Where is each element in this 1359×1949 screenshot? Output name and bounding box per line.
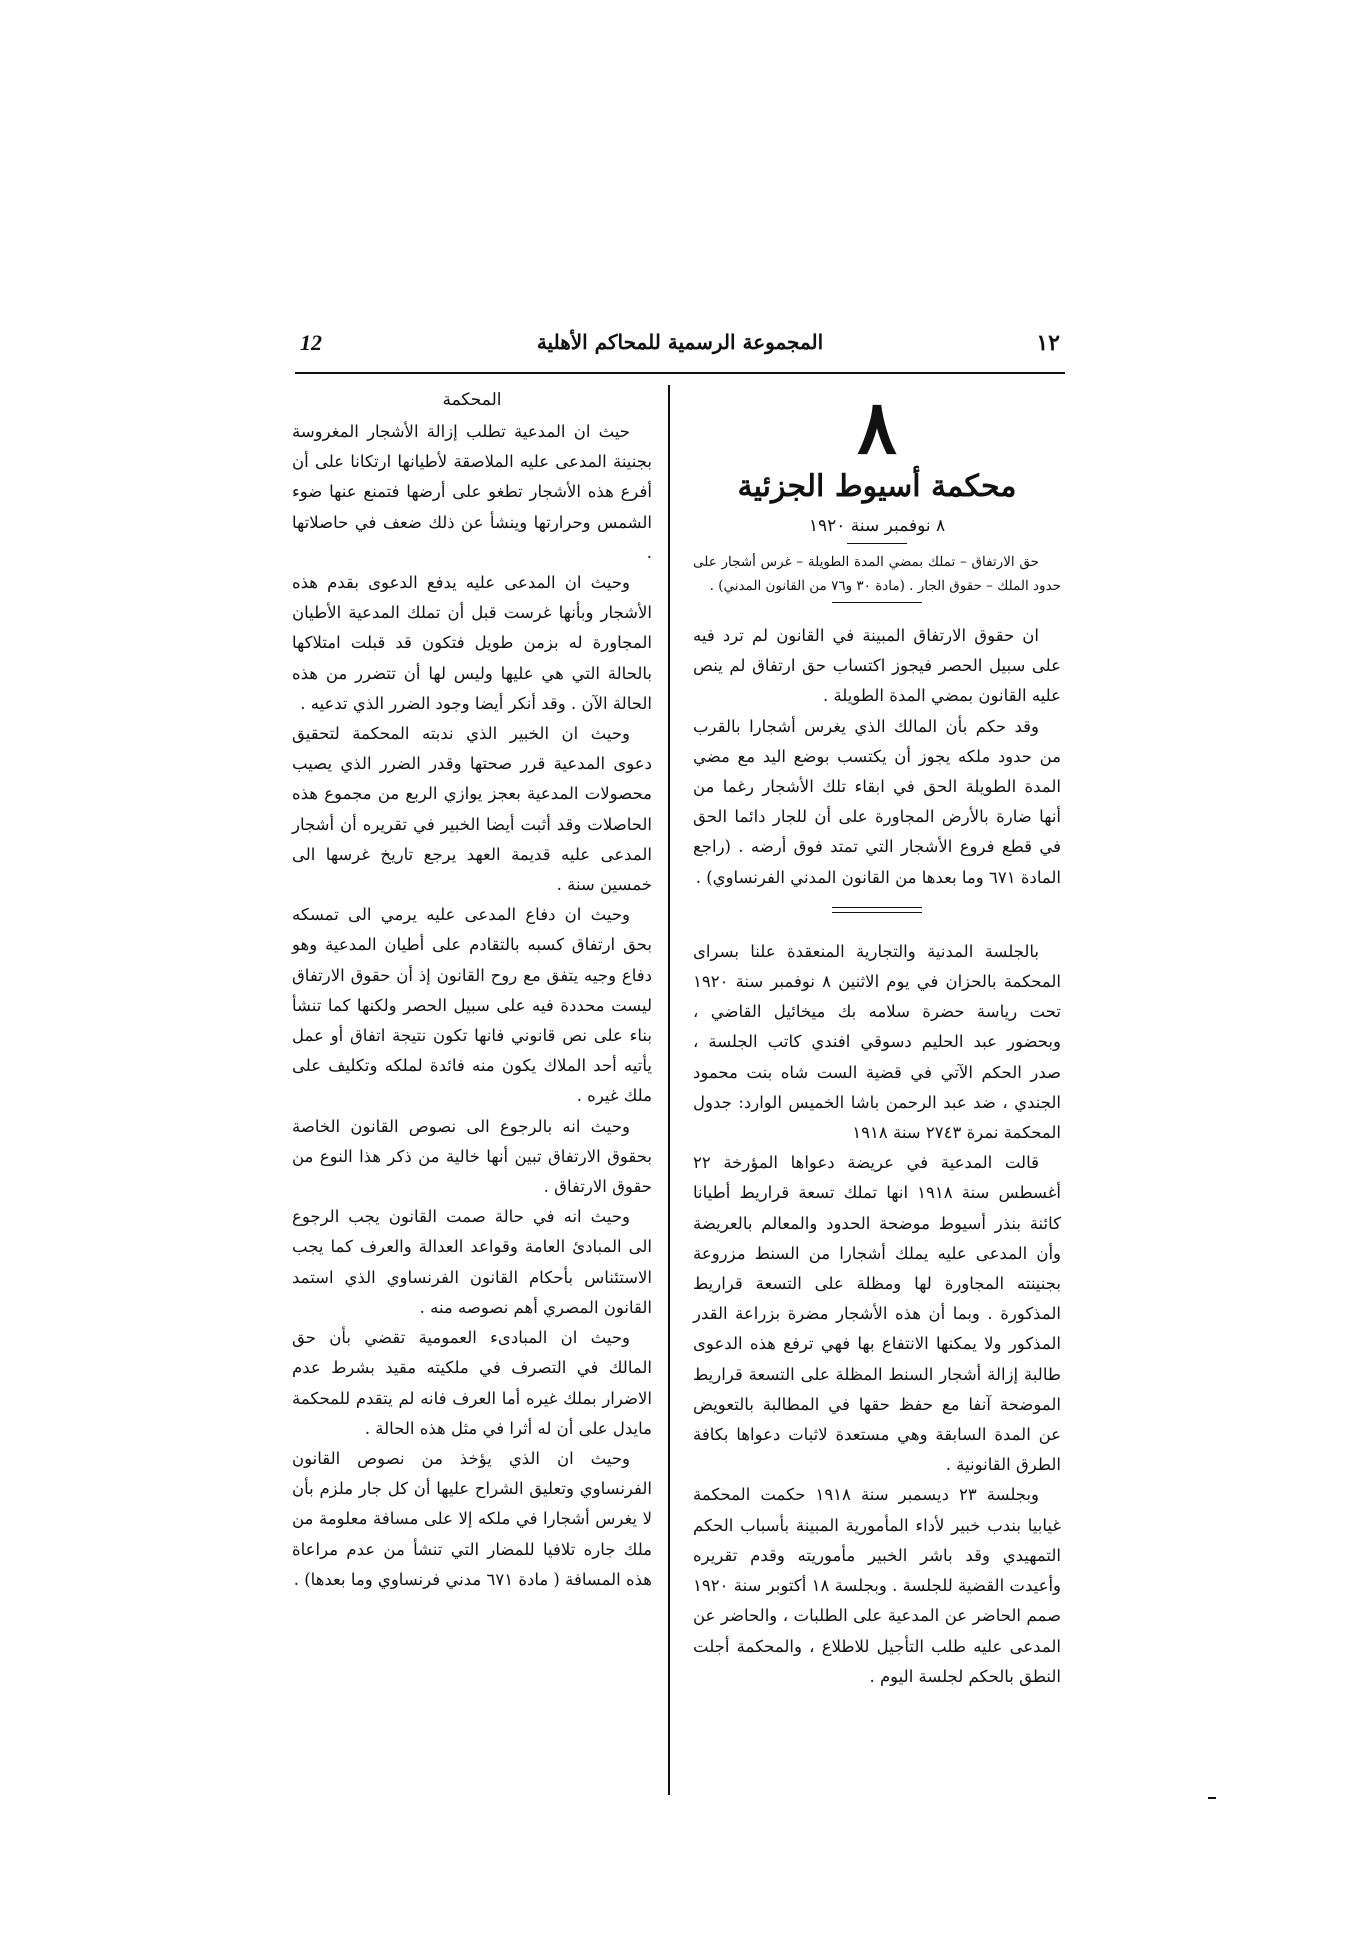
right-column <box>693 385 1061 1692</box>
judgment-paragraph: وحيث انه في حالة صمت القانون يجب الرجوع الى المبادئ العامة وقواعد العدالة والعرف كما يجب الاستئناس بأحكام القانون الفرنساوي الذي استمد القانون المصري أهم نصوصه منه . <box>292 1207 652 1317</box>
facts-paragraph: بالجلسة المدنية والتجارية المنعقدة علنا بسراى المحكمة بالحزان في يوم الاثنين ٨ نوفمبر سنة ١٩٢٠ تحت رياسة حضرة سلامه بك ميخائيل القاضي ، وبحضور عبد الحليم دسوقي افندي كاتب الجلسة ، صدر الحكم الآتي في قضية الست شاه بنت محمود الجندي ، ضد عبد الرحمن باشا الخميس الوارد: جدول المحكمة نمرة ٢٧٤٣ سنة ١٩١٨ <box>693 941 1061 1143</box>
header-rule <box>295 372 1065 374</box>
scan-mark <box>1208 1797 1216 1799</box>
divider-rule <box>832 602 922 603</box>
judgment-paragraph: وحيث ان المبادىء العمومية تقضي بأن حق المالك في التصرف في ملكيته مقيد بشرط عدم الاضرار بملك غيره أما العرف فانه لم يتقدم للمحكمة مايدل على أن له أثرا في مثل هذه الحالة . <box>292 1328 652 1438</box>
judgment-paragraph: وحيث ان الذي يؤخذ من نصوص القانون الفرنساوي وتعليق الشراح عليها أن كل جار ملزم بأن لا يغرس أشجارا في ملكه إلا على مسافة معلومة من ملك جاره تلافيا للمضار التي تنشأ من عدم مراعاة هذه المسافة ( مادة ٦٧١ مدني فرنساوي وما بعدها) . <box>292 1448 652 1589</box>
judgment-heading: المحكمة <box>442 390 502 410</box>
case-date: ٨ نوفمبر سنة ١٩٢٠ <box>808 516 946 536</box>
case-number: ٨ <box>857 385 897 471</box>
judgment-paragraph: حيث ان المدعية تطلب إزالة الأشجار المغروسة بجنينة المدعى عليه الملاصقة لأطيانها ارتكانا على أن أفرع هذه الأشجار تطغو على أرضها فتمنع عنها ضوء الشمس وحرارتها وينشأ عن ذلك ضعف في حاصلاتها . <box>292 422 652 562</box>
headnote-paragraph: وقد حكم بأن المالك الذي يغرس أشجارا بالقرب من حدود ملكه يجوز أن يكتسب بوضع اليد مع مضي المدة الطويلة الحق في ابقاء تلك الأشجار رغما من أنها ضارة بالأرض المجاورة على أن للجار دائما الحق في قطع فروع الأشجار التي تمتد فوق أرضه . (راجع المادة ٦٧١ وما بعدها من القانون المدني الفرنساوي) . <box>693 716 1061 887</box>
page-number-latin: 12 <box>300 330 322 355</box>
case-keywords: حق الارتفاق – تملك بمضي المدة الطويلة – غرس أشجار على حدود الملك – حقوق الجار . (مادة ٣٠ و٧٦ من القانون المدني) . <box>693 554 1061 594</box>
facts-paragraph: وبجلسة ٢٣ ديسمبر سنة ١٩١٨ حكمت المحكمة غيابيا بندب خبير لأداء المأمورية المبينة بأسباب الحكم التمهيدي وقد باشر الخبير مأموريته وقدم تقريره وأعيدت القضية للجلسة . وبجلسة ١٨ أكتوبر سنة ١٩٢٠ صمم الحاضر عن المدعية على الطلبات ، والحاضر عن المدعى عليه طلب التأجيل للاطلاع ، والمحكمة أجلت النطق بالحكم لجلسة اليوم . <box>693 1485 1061 1686</box>
court-name: محكمة أسيوط الجزئية <box>737 469 1017 504</box>
divider-rule <box>847 543 907 544</box>
page-number-arabic: ١٢ <box>1036 330 1060 356</box>
facts-paragraph: قالت المدعية في عريضة دعواها المؤرخة ٢٢ أغسطس سنة ١٩١٨ انها تملك تسعة قراريط أطيانا كائنة بنذر أسيوط موضحة الحدود والمعالم بالعريضة وأن المدعى عليه يملك أشجارا من السنط مزروعة بجنينته المجاورة لها ومظلة على التسعة قراريط المذكورة . وبما أن هذه الأشجار مضرة بزراعة القدر المذكور ولا يمكنها الانتفاع بها فهي ترفع هذه الدعوى طالبة إزالة أشجار السنط المظلة على التسعة قراريط الموضحة آنفا مع حفظ حقها في المطالبة بالتعويض عن المدة السابقة وهي مستعدة لاثبات دعواها بكافة الطرق القانونية . <box>693 1153 1061 1475</box>
running-title: المجموعة الرسمية للمحاكم الأهلية <box>536 330 824 354</box>
judgment-paragraph: وحيث انه بالرجوع الى نصوص القانون الخاصة بحقوق الارتفاق تبين أنها خالية من ذكر هذا النوع من حقوق الارتفاق . <box>292 1116 652 1197</box>
judgment-paragraph: وحيث ان المدعى عليه يدفع الدعوى بقدم هذه الأشجار وبأنها غرست قبل أن تملك المدعية الأطيان المجاورة له بزمن طويل فتكون قد قبلت امتلاكها بالحالة التي هي عليها وليس لها أن تتضرر من هذه الحالة الآن . وقد أنكر أيضا وجود الضرر الذي تدعيه . <box>292 573 652 713</box>
column-divider <box>668 385 670 1795</box>
headnote-paragraph: ان حقوق الارتفاق المبينة في القانون لم ترد فيه على سبيل الحصر فيجوز اكتساب حق ارتفاق لم ينص عليه القانون بمضي المدة الطويلة . <box>693 626 1061 706</box>
running-head <box>300 330 1060 370</box>
double-divider-rule <box>832 907 922 913</box>
left-column <box>292 385 652 1595</box>
judgment-paragraph: وحيث ان دفاع المدعى عليه يرمي الى تمسكه بحق ارتفاق كسبه بالتقادم على أطيان المدعية وهو دفاع وجيه يتفق مع روح القانون إذ أن حقوق الارتفاق ليست محددة فيه على سبيل الحصر ولكنها كما تنشأ بناء على نص قانوني فانها تكون نتيجة اتفاق أو عمل يأتيه أحد الملاك يكون منه فائدة لملكه وتكليف على ملك غيره . <box>292 905 652 1106</box>
judgment-paragraph: وحيث ان الخبير الذي ندبته المحكمة لتحقيق دعوى المدعية قرر صحتها وقدر الضرر الذي يصيب محصولات المدعية بعجز يوازي الربع من مجموع هذه الحاصلات وقد أثبت أيضا الخبير في تقريره أن أشجار المدعى عليه قديمة العهد يرجع تاريخ غرسها الى خمسين سنة . <box>292 724 652 895</box>
